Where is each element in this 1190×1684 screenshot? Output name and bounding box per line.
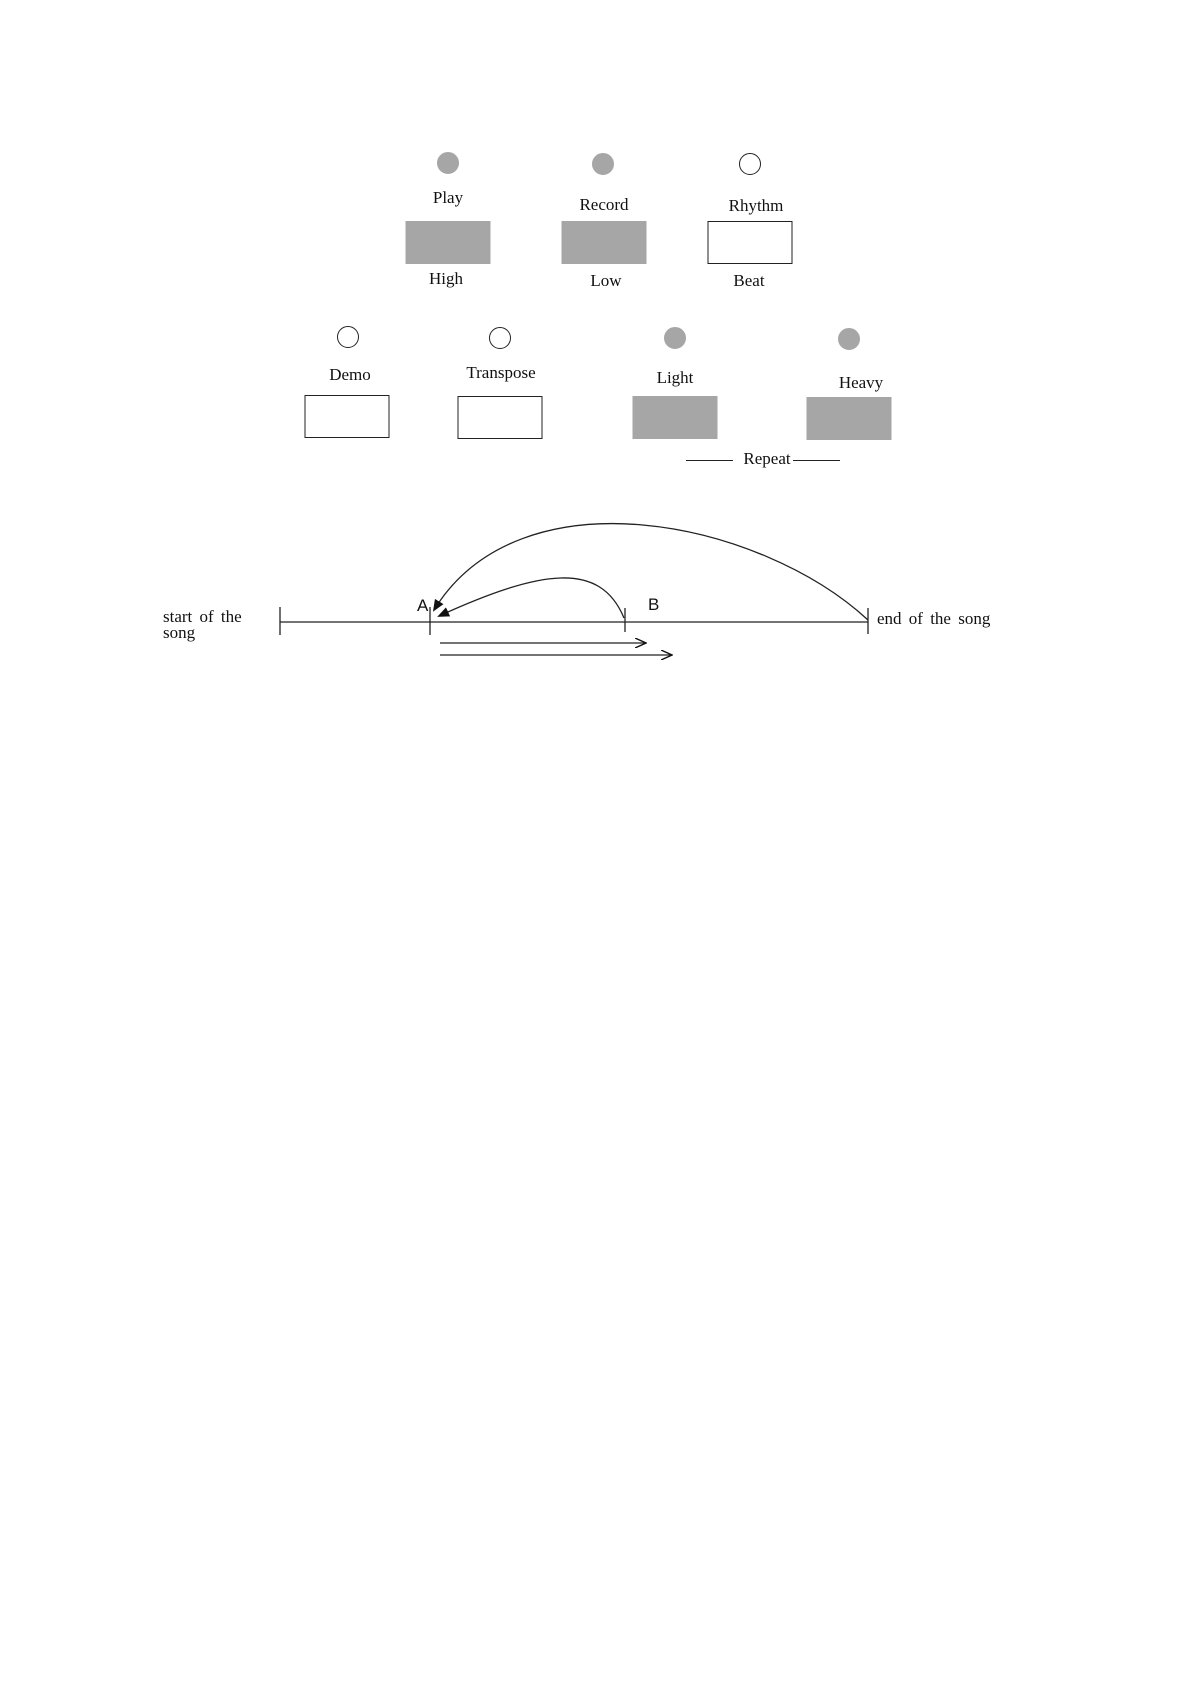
- record-label: Record: [579, 195, 629, 214]
- low-label: Low: [590, 271, 622, 290]
- rhythm-label: Rhythm: [728, 196, 784, 215]
- beat-label: Beat: [733, 271, 765, 290]
- start-of-song-label-line2: song: [163, 623, 196, 642]
- play-label: Play: [432, 188, 464, 207]
- point-b-label: B: [648, 595, 660, 614]
- transpose-label: Transpose: [466, 363, 536, 382]
- high-label: High: [429, 269, 463, 288]
- point-a-label: A: [417, 596, 429, 615]
- end-of-song-label: end of the song: [877, 609, 991, 628]
- heavy-label: Heavy: [838, 373, 884, 392]
- start-of-song-label-line1: start of the: [163, 607, 242, 626]
- b-to-a-return-arrow: [439, 578, 624, 618]
- repeat-label: Repeat: [743, 449, 791, 468]
- demo-label: Demo: [329, 365, 371, 384]
- light-label: Light: [656, 368, 694, 387]
